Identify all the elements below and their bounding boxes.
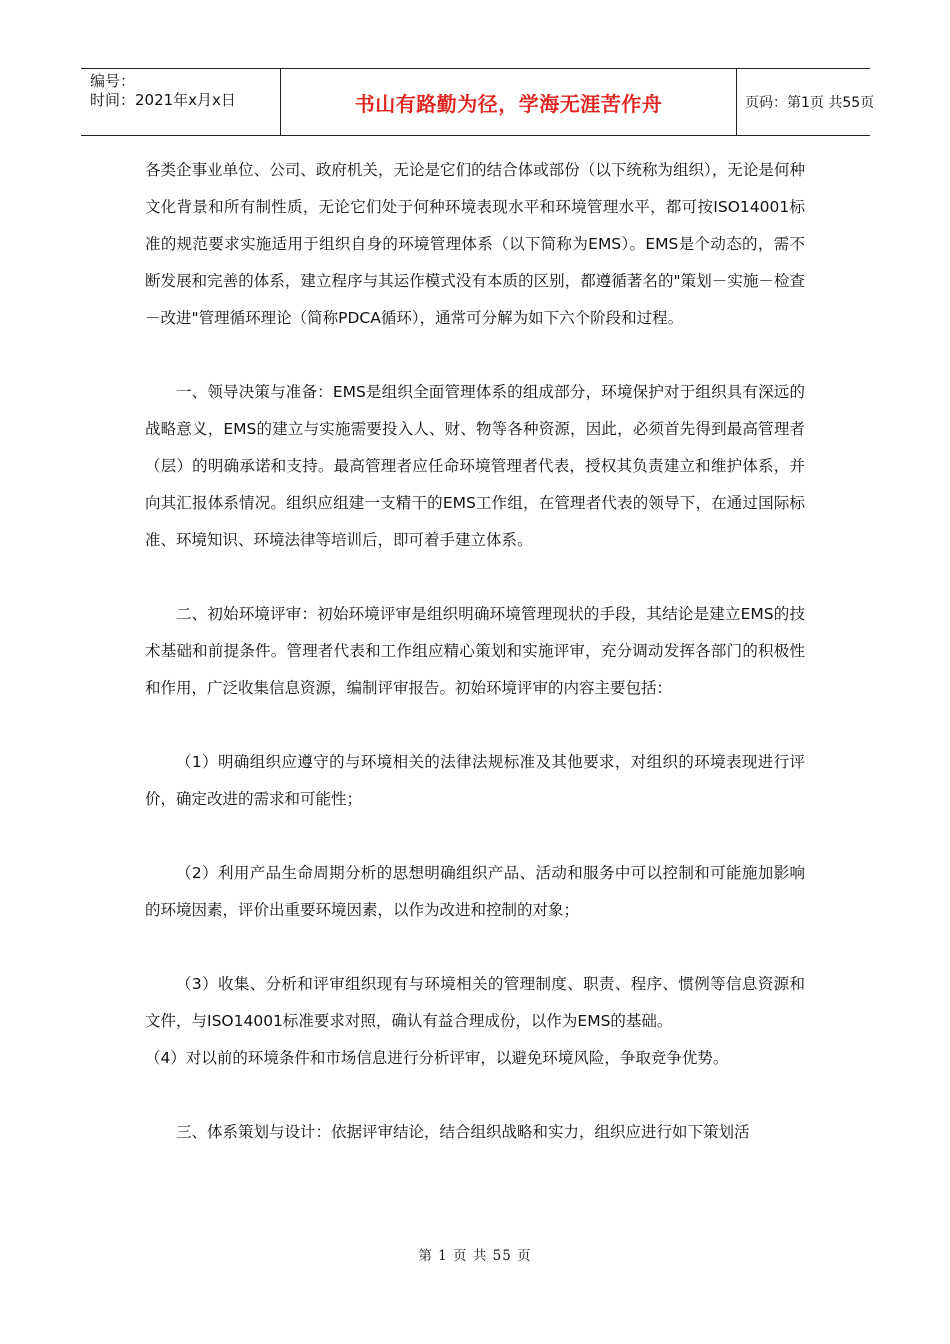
header-page-info: 页码：第1页 共55页 [745, 95, 875, 111]
paragraph-item-3: （3）收集、分析和评审组织现有与环境相关的管理制度、职责、程序、惯例等信息资源和文件，与ISO14001标准要求对照，确认有益合理成份，以作为EMS的基础。 [145, 975, 805, 1030]
document-header [81, 68, 875, 136]
paragraph-item-1: （1）明确组织应遵守的与环境相关的法律法规标准及其他要求，对组织的环境表现进行评价，确定改进的需求和可能性； [145, 753, 805, 808]
paragraph-item-2: （2）利用产品生命周期分析的思想明确组织产品、活动和服务中可以控制和可能施加影响的环境因素，评价出重要环境因素，以作为改进和控制的对象； [145, 864, 805, 919]
page-footer: 第 1 页 共 55 页 [418, 1248, 532, 1264]
paragraph-section-1: 一、领导决策与准备：EMS是组织全面管理体系的组成部分，环境保护对于组织具有深远的战略意义，EMS的建立与实施需要投入人、财、物等各种资源，因此，必须首先得到最高管理者（层）的明确承诺和支持。最高管理者应任命环境管理者代表，授权其负责建立和维护体系，并向其汇报体系情况。组织应组建一支精干的EMS工作组，在管理者代表的领导下，在通过国际标准、环境知识、环境法律等培训后，即可着手建立体系。 [145, 383, 805, 549]
paragraph-intro: 各类企事业单位、公司、政府机关，无论是它们的结合体或部份（以下统称为组织），无论是何种文化背景和所有制性质，无论它们处于何种环境表现水平和环境管理水平，都可按ISO14001标准的规范要求实施适用于组织自身的环境管理体系（以下简称为EMS）。EMS是个动态的，需不断发展和完善的体系，建立程序与其运作模式没有本质的区别，都遵循著名的"策划－实施－检查－改进"管理循环理论（简称PDCA循环），通常可分解为如下六个阶段和过程。 [145, 161, 805, 327]
document-body [145, 152, 805, 1151]
header-page-cell [737, 69, 875, 135]
header-meta-cell [81, 69, 281, 135]
paragraph-section-3: 三、体系策划与设计：依据评审结论，结合组织战略和实力，组织应进行如下策划活 [176, 1123, 750, 1141]
paragraph-section-2: 二、初始环境评审：初始环境评审是组织明确环境管理现状的手段，其结论是建立EMS的技术基础和前提条件。管理者代表和工作组应精心策划和实施评审，充分调动发挥各部门的积极性和作用，广泛收集信息资源，编制评审报告。初始环境评审的内容主要包括： [145, 605, 805, 697]
date-label: 时间：2021年x月x日 [90, 91, 236, 109]
header-slogan-cell [281, 69, 737, 135]
header-slogan: 书山有路勤为径，学海无涯苦作舟 [354, 91, 663, 116]
paragraph-item-4: （4）对以前的环境条件和市场信息进行分析评审，以避免环境风险，争取竞争优势。 [145, 1049, 729, 1067]
serial-number-label: 编号： [90, 72, 136, 90]
